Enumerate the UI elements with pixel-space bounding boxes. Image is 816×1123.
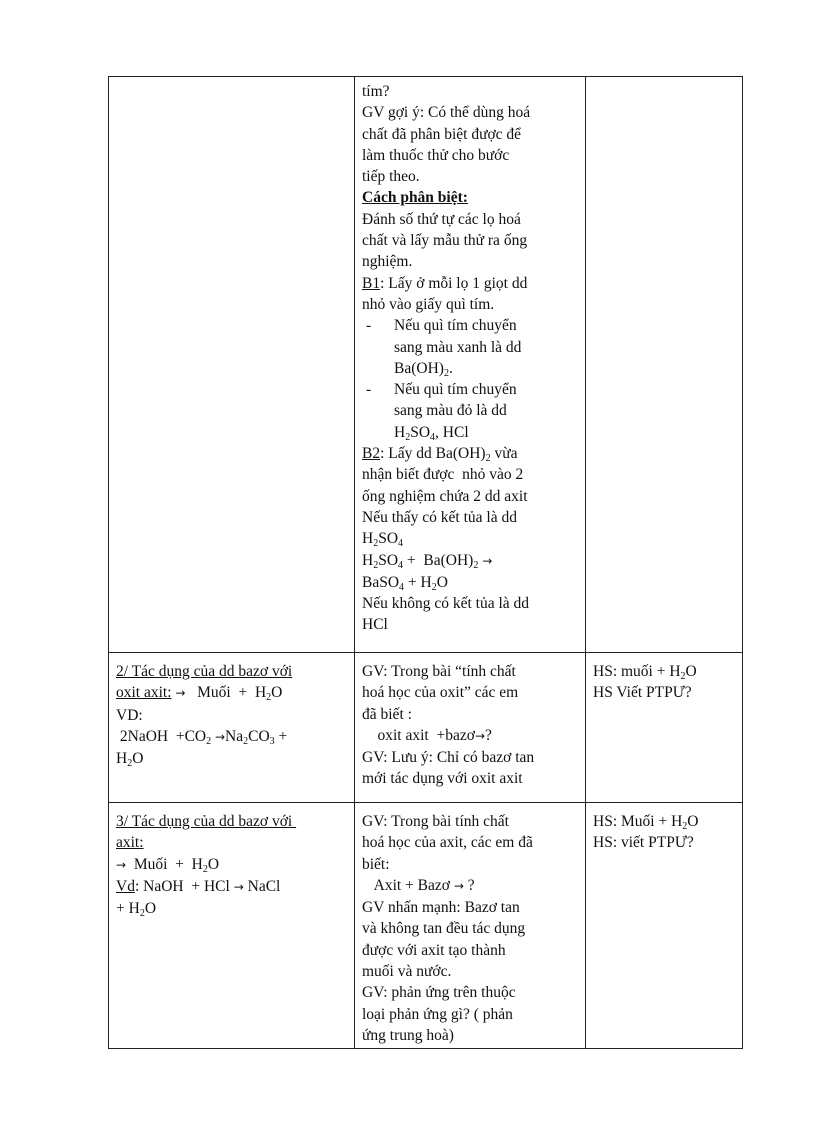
teacher-activity-cell bbox=[355, 653, 586, 803]
text-line: tiếp theo. bbox=[362, 168, 420, 186]
text-line: sang màu đỏ là dd bbox=[394, 402, 507, 420]
text-line: GV: Lưu ý: Chỉ có bazơ tan bbox=[362, 749, 535, 767]
text-line: HCl bbox=[362, 616, 388, 634]
text-line: tím? bbox=[362, 83, 390, 100]
arrow-icon: → bbox=[474, 728, 485, 743]
arrow-icon: → bbox=[175, 686, 186, 701]
text-line: hoá học của oxit” các em bbox=[362, 684, 519, 702]
text-line: và không tan đều tác dụng bbox=[362, 920, 526, 938]
bullet-item bbox=[362, 379, 579, 443]
section-title: 2/ Tác dụng của dd bazơ với bbox=[116, 663, 293, 680]
content-cell bbox=[109, 653, 355, 803]
bullet-item bbox=[362, 315, 579, 379]
text-line: chất và lấy mẫu thử ra ống bbox=[362, 232, 528, 250]
text-line: HS: viết PTPƯ? bbox=[593, 834, 694, 852]
teacher-activity-cell bbox=[355, 803, 586, 1049]
bullet-dash: - bbox=[366, 381, 372, 399]
student-activity-cell bbox=[586, 77, 743, 653]
formula: $H_2SO_4$, HCl bbox=[394, 423, 469, 443]
student-activity-cell bbox=[586, 653, 743, 803]
arrow-icon: → bbox=[453, 878, 464, 893]
text-line: GV: Trong bài tính chất bbox=[362, 813, 509, 830]
content-cell bbox=[109, 77, 355, 653]
text-line: muối và nước. bbox=[362, 963, 452, 981]
step-line: B1: Lấy ở mỗi lọ 1 giọt dd bbox=[362, 274, 528, 292]
text-line: sang màu xanh là dd bbox=[394, 338, 522, 356]
arrow-icon: → bbox=[116, 857, 127, 872]
student-activity-cell bbox=[586, 803, 743, 1049]
text-line: Nếu không có kết tủa là dd bbox=[362, 595, 530, 613]
section-title: 3/ Tác dụng của dd bazơ với bbox=[116, 813, 297, 830]
text-line: nhỏ vào giấy quì tím. bbox=[362, 295, 495, 313]
text-line: Đánh số thứ tự các lọ hoá bbox=[362, 210, 521, 228]
table-row bbox=[109, 803, 743, 1049]
equation: BaSO$_4$ + $H_2O$ bbox=[362, 573, 448, 593]
equation: $H_2SO_4 + Ba(OH)_2$ → bbox=[362, 551, 493, 571]
step-label: B1 bbox=[362, 274, 381, 292]
text-line: biết: bbox=[362, 855, 390, 873]
text-line: Nếu thấy có kết tủa là dd bbox=[362, 508, 517, 526]
text-line: HS: Muối + $H_2O$ bbox=[593, 813, 699, 832]
content-cell bbox=[109, 803, 355, 1049]
section-heading: Cách phân biệt: bbox=[362, 189, 468, 207]
step-line: B2: Lấy dd $Ba(OH)_2$ vừa bbox=[362, 445, 518, 465]
text-line: loại phản ứng gì? ( phản bbox=[362, 1005, 513, 1023]
text-line: GV nhấn mạnh: Bazơ tan bbox=[362, 899, 520, 917]
text-line: được với axit tạo thành bbox=[362, 941, 506, 959]
text-line: nghiệm. bbox=[362, 253, 413, 271]
bullet-dash: - bbox=[366, 317, 372, 335]
text-line: VD: bbox=[116, 706, 143, 724]
text-line: GV: phản ứng trên thuộc bbox=[362, 984, 516, 1002]
text-line: chất đã phân biệt được để bbox=[362, 125, 522, 143]
equation: + $H_2O$ bbox=[116, 900, 157, 920]
text-line: nhận biết được nhỏ vào 2 bbox=[362, 466, 524, 484]
text-line: GV: Trong bài “tính chất bbox=[362, 663, 516, 680]
section-title: axit: bbox=[116, 834, 144, 852]
equation: $H_2O$ bbox=[116, 750, 144, 770]
text-line: hoá học của axit, các em đã bbox=[362, 834, 533, 852]
text-line: mới tác dụng với oxit axit bbox=[362, 770, 523, 788]
text-line: Axit + Bazơ → ? bbox=[362, 876, 475, 894]
formula: $Ba(OH)_2$. bbox=[394, 359, 453, 379]
text-line: HS: muối + $H_2O$ bbox=[593, 663, 697, 682]
arrow-icon: → bbox=[482, 553, 493, 568]
text-line: ống nghiệm chứa 2 dd axit bbox=[362, 487, 528, 505]
text-line: làm thuốc thử cho bước bbox=[362, 146, 510, 164]
equation: 2NaOH $+CO_2 \to Na_2CO_3$ + bbox=[116, 727, 288, 747]
equation: Vd: NaOH + HCl → NaCl bbox=[116, 877, 281, 895]
table-row bbox=[109, 653, 743, 803]
lesson-table bbox=[108, 76, 743, 1049]
table-row bbox=[109, 77, 743, 653]
text-line: GV gợi ý: Có thể dùng hoá bbox=[362, 104, 531, 122]
text-line: HS Viết PTPƯ? bbox=[593, 684, 692, 702]
step-label: B2 bbox=[362, 445, 381, 463]
text-line: Nếu quì tím chuyển bbox=[394, 317, 517, 335]
text-line: oxit axit +bazơ→? bbox=[362, 726, 492, 744]
arrow-icon: → bbox=[214, 729, 226, 744]
teacher-activity-cell bbox=[355, 77, 586, 653]
section-title: oxit axit: → Muối + $H_2O$ bbox=[116, 684, 283, 704]
text-line: đã biết : bbox=[362, 705, 412, 723]
arrow-icon: → bbox=[233, 879, 244, 894]
text-line: ứng trung hoà) bbox=[362, 1026, 454, 1044]
formula: $H_2SO_4$ bbox=[362, 530, 404, 550]
text-line: Nếu quì tím chuyển bbox=[394, 381, 517, 399]
text-line: → Muối + $H_2O$ bbox=[116, 855, 220, 875]
